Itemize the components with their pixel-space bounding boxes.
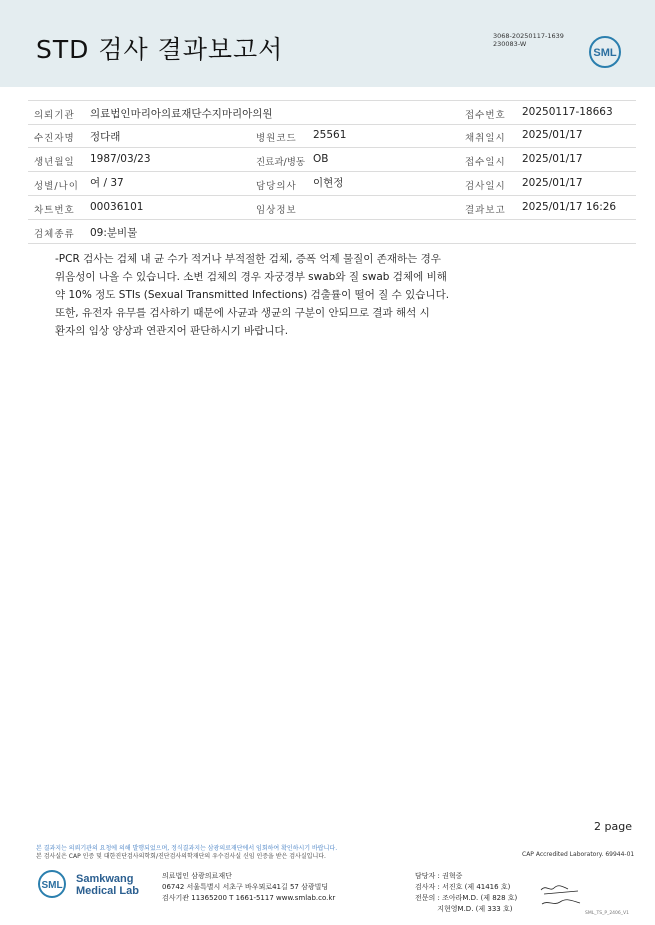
form-code: SML_TS_P_2406_V1: [585, 911, 629, 916]
label-clinical-info: 임상정보: [256, 205, 297, 216]
label-doctor: 담당의사: [256, 181, 297, 192]
report-header: [0, 0, 655, 87]
value-receipt-number: 20250117-18663: [522, 106, 613, 118]
svg-text:SML: SML: [593, 47, 617, 59]
page-number: 2 page: [594, 820, 632, 833]
value-specimen-type: 09:분비물: [90, 227, 138, 239]
label-requesting-institution: 의뢰기관: [34, 110, 75, 121]
value-sex-age: 여 / 37: [90, 177, 124, 189]
label-result-report: 결과보고: [465, 205, 506, 216]
blue-notice: 본 결과지는 의뢰기관의 요청에 의해 발행되었으며, 정식결과지는 삼광의료재단에서 임회하여 확인하시기 바랍니다.: [36, 845, 338, 852]
address-line: 검사기관 11365200 T 1661-5117 www.smlab.co.kr: [162, 894, 336, 902]
lab-address: [162, 871, 335, 904]
info-row: [28, 124, 636, 148]
label-hospital-code: 병원코드: [256, 133, 297, 144]
info-row: [28, 196, 636, 220]
note-line: 또한, 유전자 유무를 검사하기 때문에 사균과 생균의 구분이 안되므로 결과 해석 시: [55, 307, 430, 319]
pcr-note: [55, 250, 505, 340]
value-birth-date: 1987/03/23: [90, 153, 151, 165]
address-line: 의료법인 삼광의료재단: [162, 872, 232, 880]
address-line: 06742 서울특별시 서초구 바우뫼로41길 57 삼광빌딩: [162, 883, 329, 891]
info-row: [28, 172, 636, 196]
staff-line: 전문의 : 조아라M.D. (제 828 호): [415, 894, 518, 902]
logo-line1: Samkwang: [76, 873, 134, 885]
value-department: OB: [313, 153, 329, 165]
signature-icon: [538, 882, 584, 910]
staff-line: 지현영M.D. (제 333 호): [415, 905, 513, 913]
label-test-date: 검사일시: [465, 181, 506, 192]
report-code-line2: 230083-W: [493, 40, 527, 48]
report-title: STD 검사 결과보고서: [36, 35, 284, 64]
value-collection-date: 2025/01/17: [522, 129, 583, 141]
label-receipt-number: 접수번호: [465, 110, 506, 121]
value-requesting-institution: 의료법인마리아의료재단수지마리아의원: [90, 108, 273, 120]
value-doctor: 이현정: [313, 177, 344, 189]
svg-text:SML: SML: [41, 880, 63, 891]
info-row: [28, 100, 636, 125]
value-result-report: 2025/01/17 16:26: [522, 201, 617, 213]
note-line: 위음성이 나올 수 있습니다. 소변 검체의 경우 자궁경부 swab와 질 swab 검체에 비해: [55, 271, 447, 283]
samkwang-logo-icon: [36, 869, 74, 899]
logo-line2: Medical Lab: [76, 885, 139, 897]
certification-notice: 본 검사실은 CAP 인증 및 대한진단검사의학회/진단검사의학재단의 우수검사실 신임 인증을 받은 검사실입니다.: [36, 853, 326, 860]
staff-line: 검사자 : 서진호 (제 41416 호): [415, 883, 511, 891]
label-department: 진료과/병동: [256, 157, 306, 168]
value-patient-name: 정다래: [90, 131, 121, 143]
staff-list: [415, 871, 517, 915]
label-receipt-date: 접수일시: [465, 157, 506, 168]
value-receipt-date: 2025/01/17: [522, 153, 583, 165]
label-collection-date: 채취일시: [465, 133, 506, 144]
note-line: -PCR 검사는 검체 내 균 수가 적거나 부적절한 검체, 증폭 억제 물질이 존재하는 경우: [55, 253, 441, 265]
label-patient-name: 수진자명: [34, 133, 75, 144]
report-code-line1: 3068-20250117-1639: [493, 32, 564, 40]
sml-logo-icon: [589, 36, 621, 68]
samkwang-logo-text: [76, 873, 139, 897]
staff-line: 담당자 : 권혁중: [415, 872, 463, 880]
note-line: 환자의 임상 양상과 연관지어 판단하시기 바랍니다.: [55, 325, 289, 337]
report-code: [493, 32, 564, 48]
label-sex-age: 성별/나이: [34, 181, 79, 192]
note-line: 약 10% 정도 STIs (Sexual Transmitted Infections) 검출률이 떨어 질 수 있습니다.: [55, 289, 450, 301]
label-chart-number: 차트번호: [34, 205, 75, 216]
value-hospital-code: 25561: [313, 129, 347, 141]
info-row: [28, 148, 636, 172]
value-test-date: 2025/01/17: [522, 177, 583, 189]
info-row: [28, 220, 636, 244]
label-specimen-type: 검체종류: [34, 229, 75, 240]
cap-accreditation: CAP Accredited Laboratory. 69944-01: [522, 851, 635, 858]
value-chart-number: 00036101: [90, 201, 144, 213]
label-birth-date: 생년월일: [34, 157, 75, 168]
